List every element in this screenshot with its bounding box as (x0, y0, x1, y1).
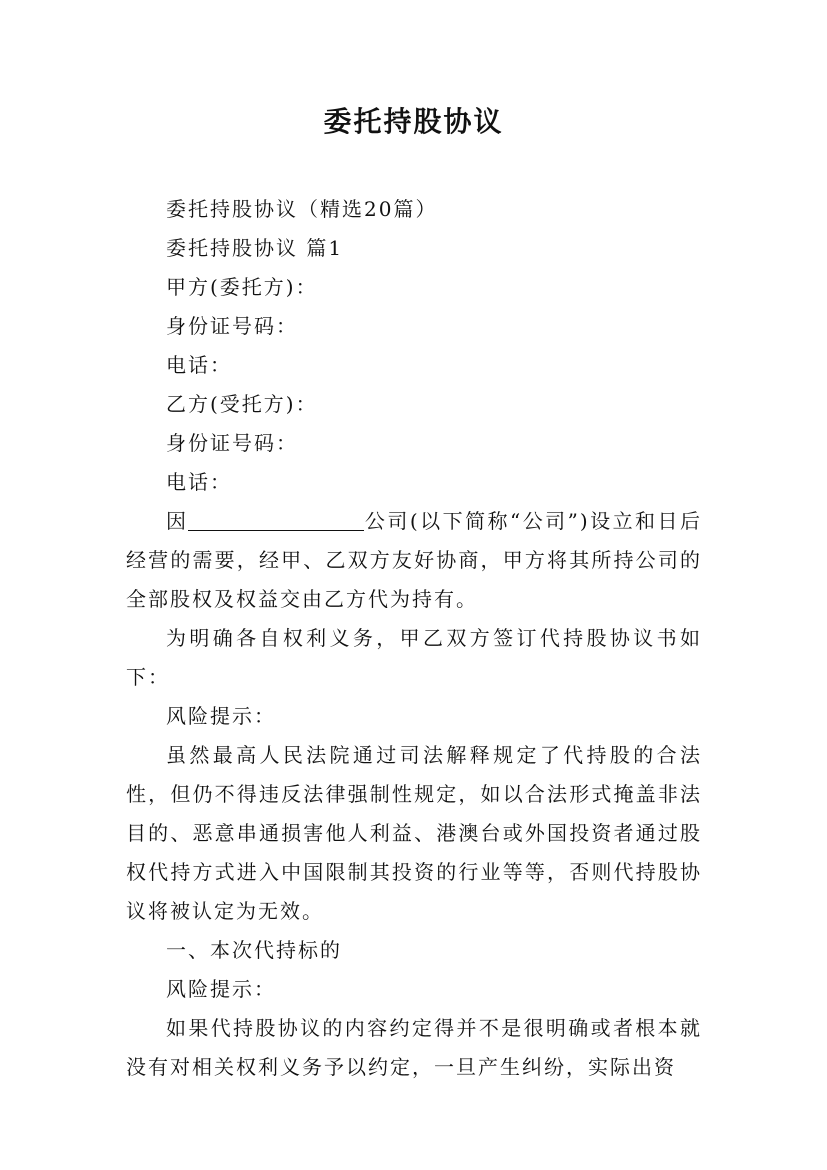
party-b-id-label: 身份证号码： (166, 431, 298, 455)
clause-heading: 一、本次代持标的 (166, 938, 342, 962)
company-name-blank (188, 510, 364, 531)
party-a-label: 甲方(委托方)： (166, 275, 318, 299)
paragraph-purpose (126, 502, 702, 619)
risk-label: 风险提示： (166, 704, 276, 728)
party-b-label: 乙方(受托方)： (166, 392, 318, 416)
document-body (126, 190, 702, 1087)
paragraph-purpose-prefix: 因 (166, 509, 189, 533)
party-b-phone-label: 电话： (166, 470, 232, 494)
party-a-phone-label: 电话： (166, 353, 232, 377)
risk-paragraph: 如果代持股协议的内容约定得并不是很明确或者根本就没有对相关权利义务予以约定，一旦产生纠纷，实际出资 (126, 1016, 702, 1079)
paragraph-purpose-text: 公司(以下简称“公司”)设立和日后经营的需要，经甲、乙双方友好协商，甲方将其所持公司的全部股权及权益交由乙方代为持有。 (126, 509, 702, 611)
risk-paragraph: 虽然最高人民法院通过司法解释规定了代持股的合法性，但仍不得违反法律强制性规定，如以合法形式掩盖非法目的、恶意串通损害他人利益、港澳台或外国投资者通过股权代持方式进入中国限制其投资的行业等等，否则代持股协议将被认定为无效。 (126, 743, 702, 923)
party-a-id-label: 身份证号码： (166, 314, 298, 338)
paragraph-clarify: 为明确各自权利义务，甲乙双方签订代持股协议书如下： (126, 626, 702, 689)
risk-label: 风险提示： (166, 977, 276, 1001)
document-title: 委托持股协议 (323, 105, 504, 138)
section-heading: 委托持股协议 篇1 (166, 236, 344, 260)
subtitle-line: 委托持股协议（精选20篇） (166, 197, 438, 221)
